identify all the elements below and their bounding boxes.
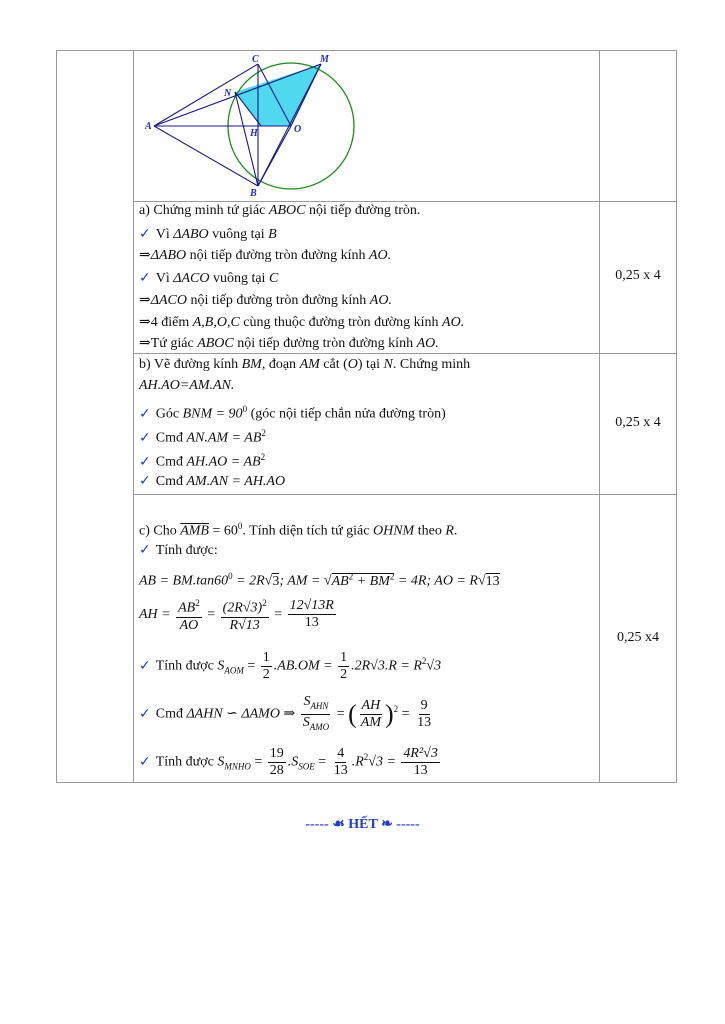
geometry-figure <box>140 52 370 196</box>
fraction: $\frac{12√13R}{13}$ <box>289 598 334 631</box>
part-b-line-3: ✓ Cmđ $AH.AO = AB^2$ <box>139 452 266 470</box>
table-border-left <box>56 50 57 783</box>
part-a-line-3: ✓ Vì ΔACO vuông tại C <box>139 270 279 286</box>
check-icon: ✓ <box>139 657 151 674</box>
label-a: A <box>145 121 152 132</box>
fraction: $\frac{(2R√3)^2}{R√13}$ <box>221 595 269 634</box>
check-icon: ✓ <box>139 473 151 489</box>
part-b-line-2: ✓ Cmđ $AN.AM = AB^2$ <box>139 428 266 446</box>
part-a-title: a) Chứng minh tứ giác ABOC nội tiếp đường tròn. <box>139 203 421 218</box>
fraction: $\frac{4}{13}$ <box>333 745 348 778</box>
table-border-top <box>56 50 677 51</box>
table-divider-1 <box>133 50 134 783</box>
part-b-title-2: AH.AO=AM.AN. <box>139 378 235 393</box>
label-c: C <box>252 54 259 65</box>
check-icon: ✓ <box>139 226 151 242</box>
part-a-line-1: ✓ Vì ΔABO vuông tại B <box>139 226 277 242</box>
fraction: $\frac{9}{13}$ <box>417 697 432 730</box>
check-icon: ✓ <box>139 405 151 422</box>
label-n: N <box>224 88 232 99</box>
implies-icon: ⇒ <box>139 293 151 308</box>
part-a-line-6: ⇒Tứ giác ABOC nội tiếp đường tròn đường kính AO. <box>139 336 439 351</box>
end-marker: ----- ☙ HẾT ❧ ----- <box>305 817 420 832</box>
row-divider-3 <box>133 494 677 495</box>
check-icon: ✓ <box>139 453 151 470</box>
part-b-title-1: b) Vẽ đường kính BM, đoạn AM cắt (O) tại N. Chứng minh <box>139 357 471 372</box>
check-icon: ✓ <box>139 542 151 558</box>
fraction: $\frac{AB^2}{AO}$ <box>176 595 202 634</box>
fraction: $\frac{1}{2}$ <box>340 649 348 682</box>
fraction: $\frac{\text{4R²√3}}{13}$ <box>403 745 438 778</box>
score-part-a: 0,25 x 4 <box>615 268 661 283</box>
implies-icon: ⇒ <box>139 336 151 351</box>
label-h: H <box>250 128 258 139</box>
part-b-line-4: ✓ Cmđ AM.AN = AH.AO <box>139 473 286 489</box>
part-c-line-1: ✓ Tính được: <box>139 542 218 558</box>
part-c-line-smnho: ✓ Tính được $S_{MNHO}$ = $\frac{19}{28}$ $.S_{SOE}$ = $\frac{4}{13}$ $.R^2√3$ = $\frac{\text{4R²√3}}{13}$ <box>139 745 438 778</box>
fraction: $\frac{19}{28}$ <box>269 745 284 778</box>
score-part-c: 0,25 x4 <box>617 630 659 645</box>
label-b: B <box>250 188 257 196</box>
part-a-line-2: ⇒ΔABO nội tiếp đường tròn đường kính AO. <box>139 248 392 263</box>
part-c-line-2: AB = $BM.\tan 60^0 = 2R√3$; AM = $√AB^2 + BM^2 = 4R$; AO = R√13 <box>139 571 500 589</box>
label-m: M <box>320 54 329 65</box>
label-o: O <box>294 124 302 135</box>
part-c-line-ah: AH = $\frac{AB^2}{AO}$ = $\frac{(2R√3)^2}{R√13}$ = $\frac{12√13R}{13}$ <box>139 595 338 635</box>
check-icon: ✓ <box>139 270 151 286</box>
part-a-line-4: ⇒ΔACO nội tiếp đường tròn đường kính AO. <box>139 293 392 308</box>
implies-icon: ⇒ <box>139 315 151 330</box>
shaded-quadrilateral <box>235 64 321 126</box>
part-a-line-5: ⇒4 điểm A,B,O,C cùng thuộc đường tròn đường kính AO. <box>139 315 465 330</box>
check-icon: ✓ <box>139 429 151 446</box>
fraction: $\frac{S_{AHN}}{S_{AMO}}$ <box>302 694 330 732</box>
part-b-line-1: ✓ Góc BNM = $90^0$ (góc nội tiếp chắn nửa đường tròn) <box>139 404 446 422</box>
fraction: $\frac{AH}{AM}$ <box>360 697 381 730</box>
check-icon: ✓ <box>139 753 151 770</box>
part-c-title: c) Cho $\overline{AMB} = 60^0$. Tính diện tích tứ giác OHNM theo R. <box>139 521 458 539</box>
score-part-b: 0,25 x 4 <box>615 415 661 430</box>
part-c-line-saom: ✓ Tính được $S_{AOM}$ = $\frac{1}{2}$ .AB.OM = $\frac{1}{2}$ $.2R√3.R = R^2√3$ <box>139 649 442 682</box>
fraction: $\frac{1}{2}$ <box>262 649 270 682</box>
part-c-line-similar: ✓ Cmđ ΔAHN ∽ ΔAMO ⇒ $\frac{S_{AHN}}{S_{AMO}}$ = ( $\frac{AH}{AM}$ )$^2$ = $\frac{9}{13}$ <box>139 687 435 737</box>
check-icon: ✓ <box>139 705 151 722</box>
implies-icon: ⇒ <box>139 248 151 263</box>
row-divider-2 <box>133 353 677 354</box>
